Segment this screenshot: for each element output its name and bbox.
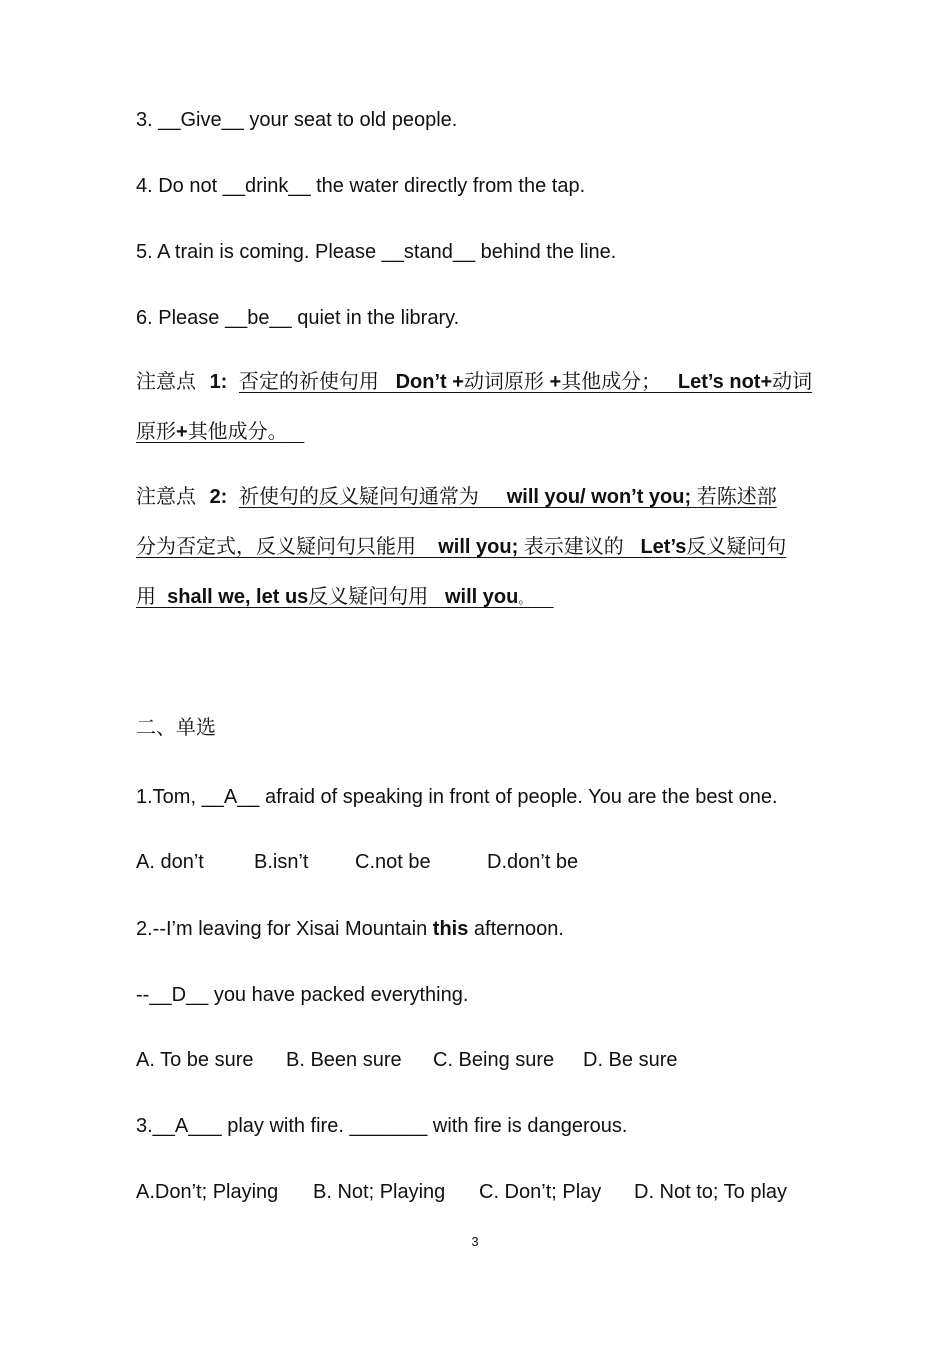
question-1-stem: 1.Tom, __A__ afraid of speaking in front of people. You are the best one. [136, 786, 778, 808]
fill-in-item-3: 3. __Give__ your seat to old people. [136, 109, 458, 131]
note-2-text: 用 [136, 586, 156, 608]
note-2-text: 分为否定式，反义疑问句只能用 [136, 536, 416, 558]
question-2-stem-bold: this [432, 918, 469, 940]
note-2-will-you: will you; [438, 536, 519, 558]
note-2-line-1 [136, 484, 814, 510]
option-d: D. Be sure [583, 1049, 678, 1071]
note-2-number: 2: [209, 486, 228, 508]
note-1-line-2 [136, 419, 814, 445]
note-2-rule-end [136, 586, 554, 608]
option-b: B. Not; Playing [313, 1181, 446, 1203]
option-c: C.not be [355, 851, 431, 873]
option-b: B.isn’t [254, 851, 309, 873]
option-d: D. Not to; To play [634, 1181, 788, 1203]
section-title: 二、单选 [136, 717, 216, 739]
note-1-line-1 [136, 369, 814, 395]
option-a: A. To be sure [136, 1049, 254, 1071]
question-2-reply: --__D__ you have packed everything. [136, 984, 469, 1006]
option-a: A. don’t [136, 851, 204, 873]
note-2-text: 反义疑问句用 [308, 586, 429, 608]
note-1-text: 其他成分。 [187, 421, 288, 443]
note-1-lets-not: Let’s not+ [677, 371, 773, 393]
option-c: C. Being sure [433, 1049, 555, 1071]
question-2-stem [136, 916, 564, 942]
note-2-text: 。 [518, 591, 532, 606]
note-1-number: 1: [209, 371, 228, 393]
note-1-text: 否定的祈使句用 [238, 371, 379, 393]
question-3-stem: 3.__A___ play with fire. _______ with fire is dangerous. [136, 1115, 628, 1137]
fill-in-item-6: 6. Please __be__ quiet in the library. [136, 307, 460, 329]
option-a: A.Don’t; Playing [136, 1181, 279, 1203]
note-2-will-you: will you [444, 586, 519, 608]
fill-in-item-4: 4. Do not __drink__ the water directly from the tap. [136, 175, 586, 197]
note-1-rule [239, 371, 812, 393]
note-2-text: 若陈述部 [696, 486, 777, 508]
note-2-text: 表示建议的 [523, 536, 624, 558]
page-number: 3 [471, 1234, 479, 1249]
note-2-rule [239, 486, 777, 508]
question-2-stem-a: 2.--I’m leaving for Xisai Mountain [136, 918, 433, 940]
note-2-shall-we: shall we, let us [167, 586, 309, 608]
note-2-label: 注意点 [136, 486, 196, 508]
note-2-line-2 [136, 534, 814, 560]
note-1-rule-cont [136, 421, 304, 443]
note-1-label: 注意点 [136, 371, 196, 393]
note-2-will-you: will you/ won’t you; [506, 486, 692, 508]
note-1-text: 动词原形 [463, 371, 544, 393]
note-1-plus: + [176, 421, 188, 443]
note-1-plus: + [549, 371, 562, 393]
note-2-rule-cont [136, 536, 786, 558]
option-c: C. Don’t; Play [479, 1181, 602, 1203]
question-2-stem-b: afternoon. [468, 918, 564, 940]
option-b: B. Been sure [286, 1049, 402, 1071]
note-2-text: 祈使句的反义疑问句通常为 [238, 486, 479, 508]
note-1-text: 原形 [136, 421, 176, 443]
fill-in-item-5: 5. A train is coming. Please __stand__ behind the line. [136, 241, 617, 263]
option-d: D.don’t be [487, 851, 579, 873]
note-1-text: 动词 [772, 371, 813, 393]
note-1-dont: Don’t + [395, 371, 464, 393]
note-2-line-3 [136, 584, 814, 612]
note-2-text: 反义疑问句 [686, 536, 787, 558]
note-1-text: 其他成分； [561, 371, 662, 393]
note-2-lets: Let’s [640, 536, 687, 558]
